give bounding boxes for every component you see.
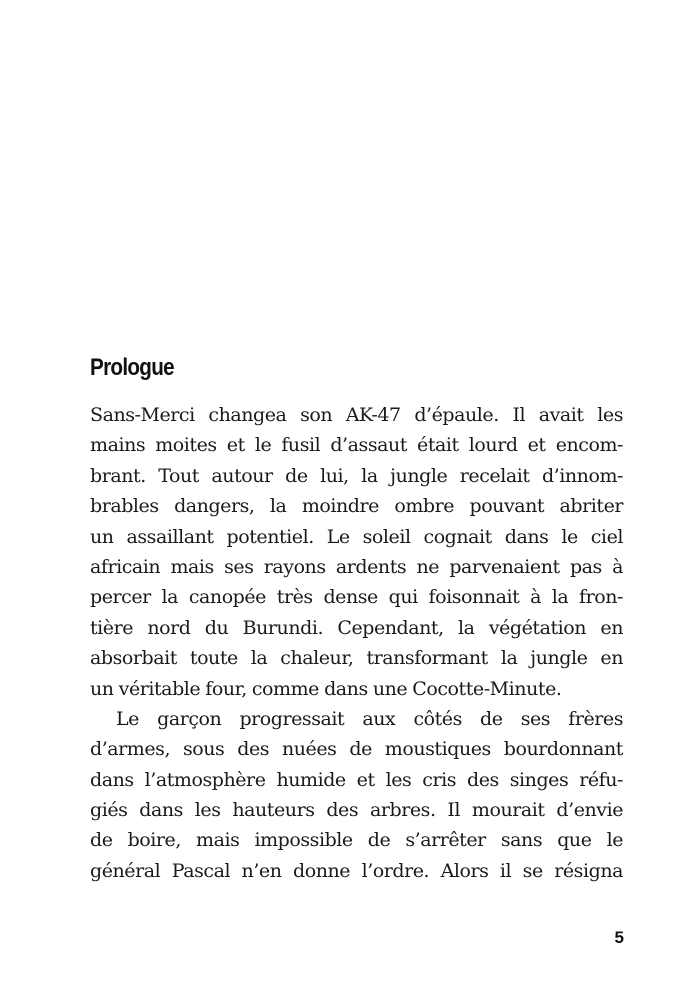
body-text bbox=[90, 400, 623, 886]
text-line: africain mais ses rayons ardents ne parvenaient pas à bbox=[90, 555, 623, 578]
text-line: percer la canopée très dense qui foisonnait à la fron- bbox=[90, 586, 623, 609]
text-line: brant. Tout autour de lui, la jungle recelait d’innom- bbox=[90, 464, 623, 487]
text-line: brables dangers, la moindre ombre pouvant abriter bbox=[90, 495, 623, 518]
text-line: dans l’atmosphère humide et les cris des singes réfu- bbox=[90, 768, 623, 791]
text-line: un assaillant potentiel. Le soleil cognait dans le ciel bbox=[90, 525, 623, 548]
chapter-title: Prologue bbox=[90, 354, 174, 381]
text-line: mains moites et le fusil d’assaut était lourd et encom- bbox=[90, 434, 623, 457]
text-line: général Pascal n’en donne l’ordre. Alors il se résigna bbox=[90, 859, 623, 882]
text-line: d’armes, sous des nuées de moustiques bourdonnant bbox=[90, 738, 623, 761]
text-line: tière nord du Burundi. Cependant, la végétation en bbox=[90, 616, 623, 639]
text-line: absorbait toute la chaleur, transformant la jungle en bbox=[90, 647, 623, 670]
page-number: 5 bbox=[614, 928, 624, 947]
text-line: Sans-Merci changea son AK-47 d’épaule. Il avait les bbox=[90, 404, 623, 426]
paragraph bbox=[90, 400, 623, 704]
text-line: un véritable four, comme dans une Cocotte-Minute. bbox=[90, 677, 562, 700]
text-line: Le garçon progressait aux côtés de ses frères bbox=[116, 707, 623, 730]
text-line: de boire, mais impossible de s’arrêter sans que le bbox=[90, 829, 623, 852]
paragraph bbox=[90, 704, 623, 886]
text-line: giés dans les hauteurs des arbres. Il mourait d’envie bbox=[90, 799, 623, 822]
